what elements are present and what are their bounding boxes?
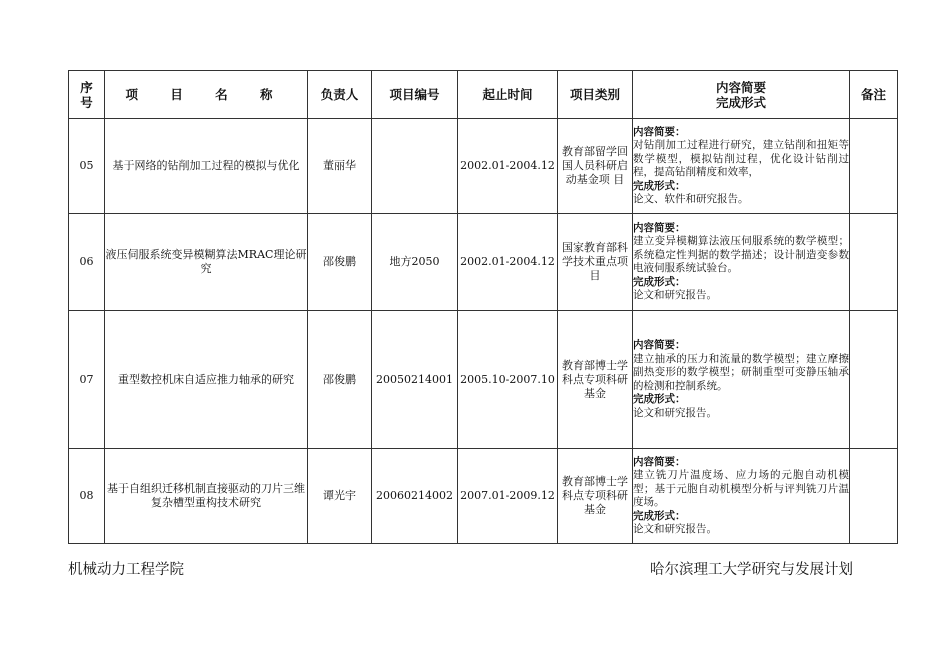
content-label: 内容简要： [633,455,686,468]
row-name: 液压伺服系统变异模糊算法MRAC理论研究 [105,214,308,311]
row-summary [633,119,850,214]
row-code: 20060214002 [372,449,458,544]
row-code: 20050214001 [372,311,458,449]
form-label: 完成形式： [633,393,686,405]
table-row [69,214,898,311]
row-category: 教育部博士学科点专项科研基金 [558,449,633,544]
row-summary [633,311,850,449]
content-text: 建立铣刀片温度场、应力场的元胞自动机模型；基于元胞自动机模型分析与评判铣刀片温度场。 [633,469,849,508]
content-text: 对钻削加工过程进行研究，建立钻削和扭矩等数学模型，模拟钻削过程，优化设计钻削过程，提高钻削精度和效率， [633,139,849,178]
row-name: 基于自组织迁移机制直接驱动的刀片三维复杂槽型重构技术研究 [105,449,308,544]
row-code: 地方2050 [372,214,458,311]
table-row [69,311,898,449]
row-period: 2005.10-2007.10 [458,311,558,449]
header-owner: 负责人 [308,71,372,119]
row-category: 教育部博士学科点专项科研基金 [558,311,633,449]
row-owner: 邵俊鹏 [308,214,372,311]
header-code: 项目编号 [372,71,458,119]
row-period: 2007.01-2009.12 [458,449,558,544]
row-index: 06 [69,214,105,311]
header-category: 项目类别 [558,71,633,119]
footer-department: 机械动力工程学院 [68,562,184,578]
table-header-row [69,71,898,119]
row-owner: 邵俊鹏 [308,311,372,449]
row-remarks [850,449,898,544]
row-remarks [850,119,898,214]
content-label: 内容简要： [633,221,686,234]
projects-table [68,70,898,544]
row-name: 重型数控机床自适应推力轴承的研究 [105,311,308,449]
row-index: 05 [69,119,105,214]
footer-university-plan: 哈尔滨理工大学研究与发展计划 [650,562,853,578]
form-text: 论文、软件和研究报告。 [633,193,749,205]
header-remarks: 备注 [850,71,898,119]
content-text: 建立变异模糊算法液压伺服系统的数学模型；系统稳定性判据的数学描述；设计制造变参数电液伺服系统试验台。 [633,235,849,274]
content-label: 内容简要： [633,125,686,138]
row-index: 08 [69,449,105,544]
row-owner: 董丽华 [308,119,372,214]
form-text: 论文和研究报告。 [633,289,717,301]
row-category: 教育部留学回国人员科研启动基金项 目 [558,119,633,214]
header-name: 项 目 名 称 [105,71,308,119]
form-label: 完成形式： [633,179,686,192]
row-period: 2002.01-2004.12 [458,214,558,311]
form-text: 论文和研究报告。 [633,523,717,535]
form-label: 完成形式： [633,275,686,288]
table-row [69,449,898,544]
row-owner: 谭光宇 [308,449,372,544]
row-remarks [850,311,898,449]
row-index: 07 [69,311,105,449]
row-code [372,119,458,214]
row-summary [633,214,850,311]
row-summary [633,449,850,544]
row-period: 2002.01-2004.12 [458,119,558,214]
row-category: 国家教育部科学技术重点项目 [558,214,633,311]
form-text: 论文和研究报告。 [633,406,717,419]
header-summary: 内容简要 完成形式 [633,71,850,119]
header-index: 序号 [69,71,105,119]
row-remarks [850,214,898,311]
table-row [69,119,898,214]
header-period: 起止时间 [458,71,558,119]
row-name: 基于网络的钻削加工过程的模拟与优化 [105,119,308,214]
content-label: 内容简要： [633,339,686,351]
form-label: 完成形式： [633,509,686,522]
content-text: 建立抽承的压力和流量的数学模型；建立摩擦副热变形的数学模型；研制重型可变静压轴承的检测和控制系统。 [633,352,849,392]
